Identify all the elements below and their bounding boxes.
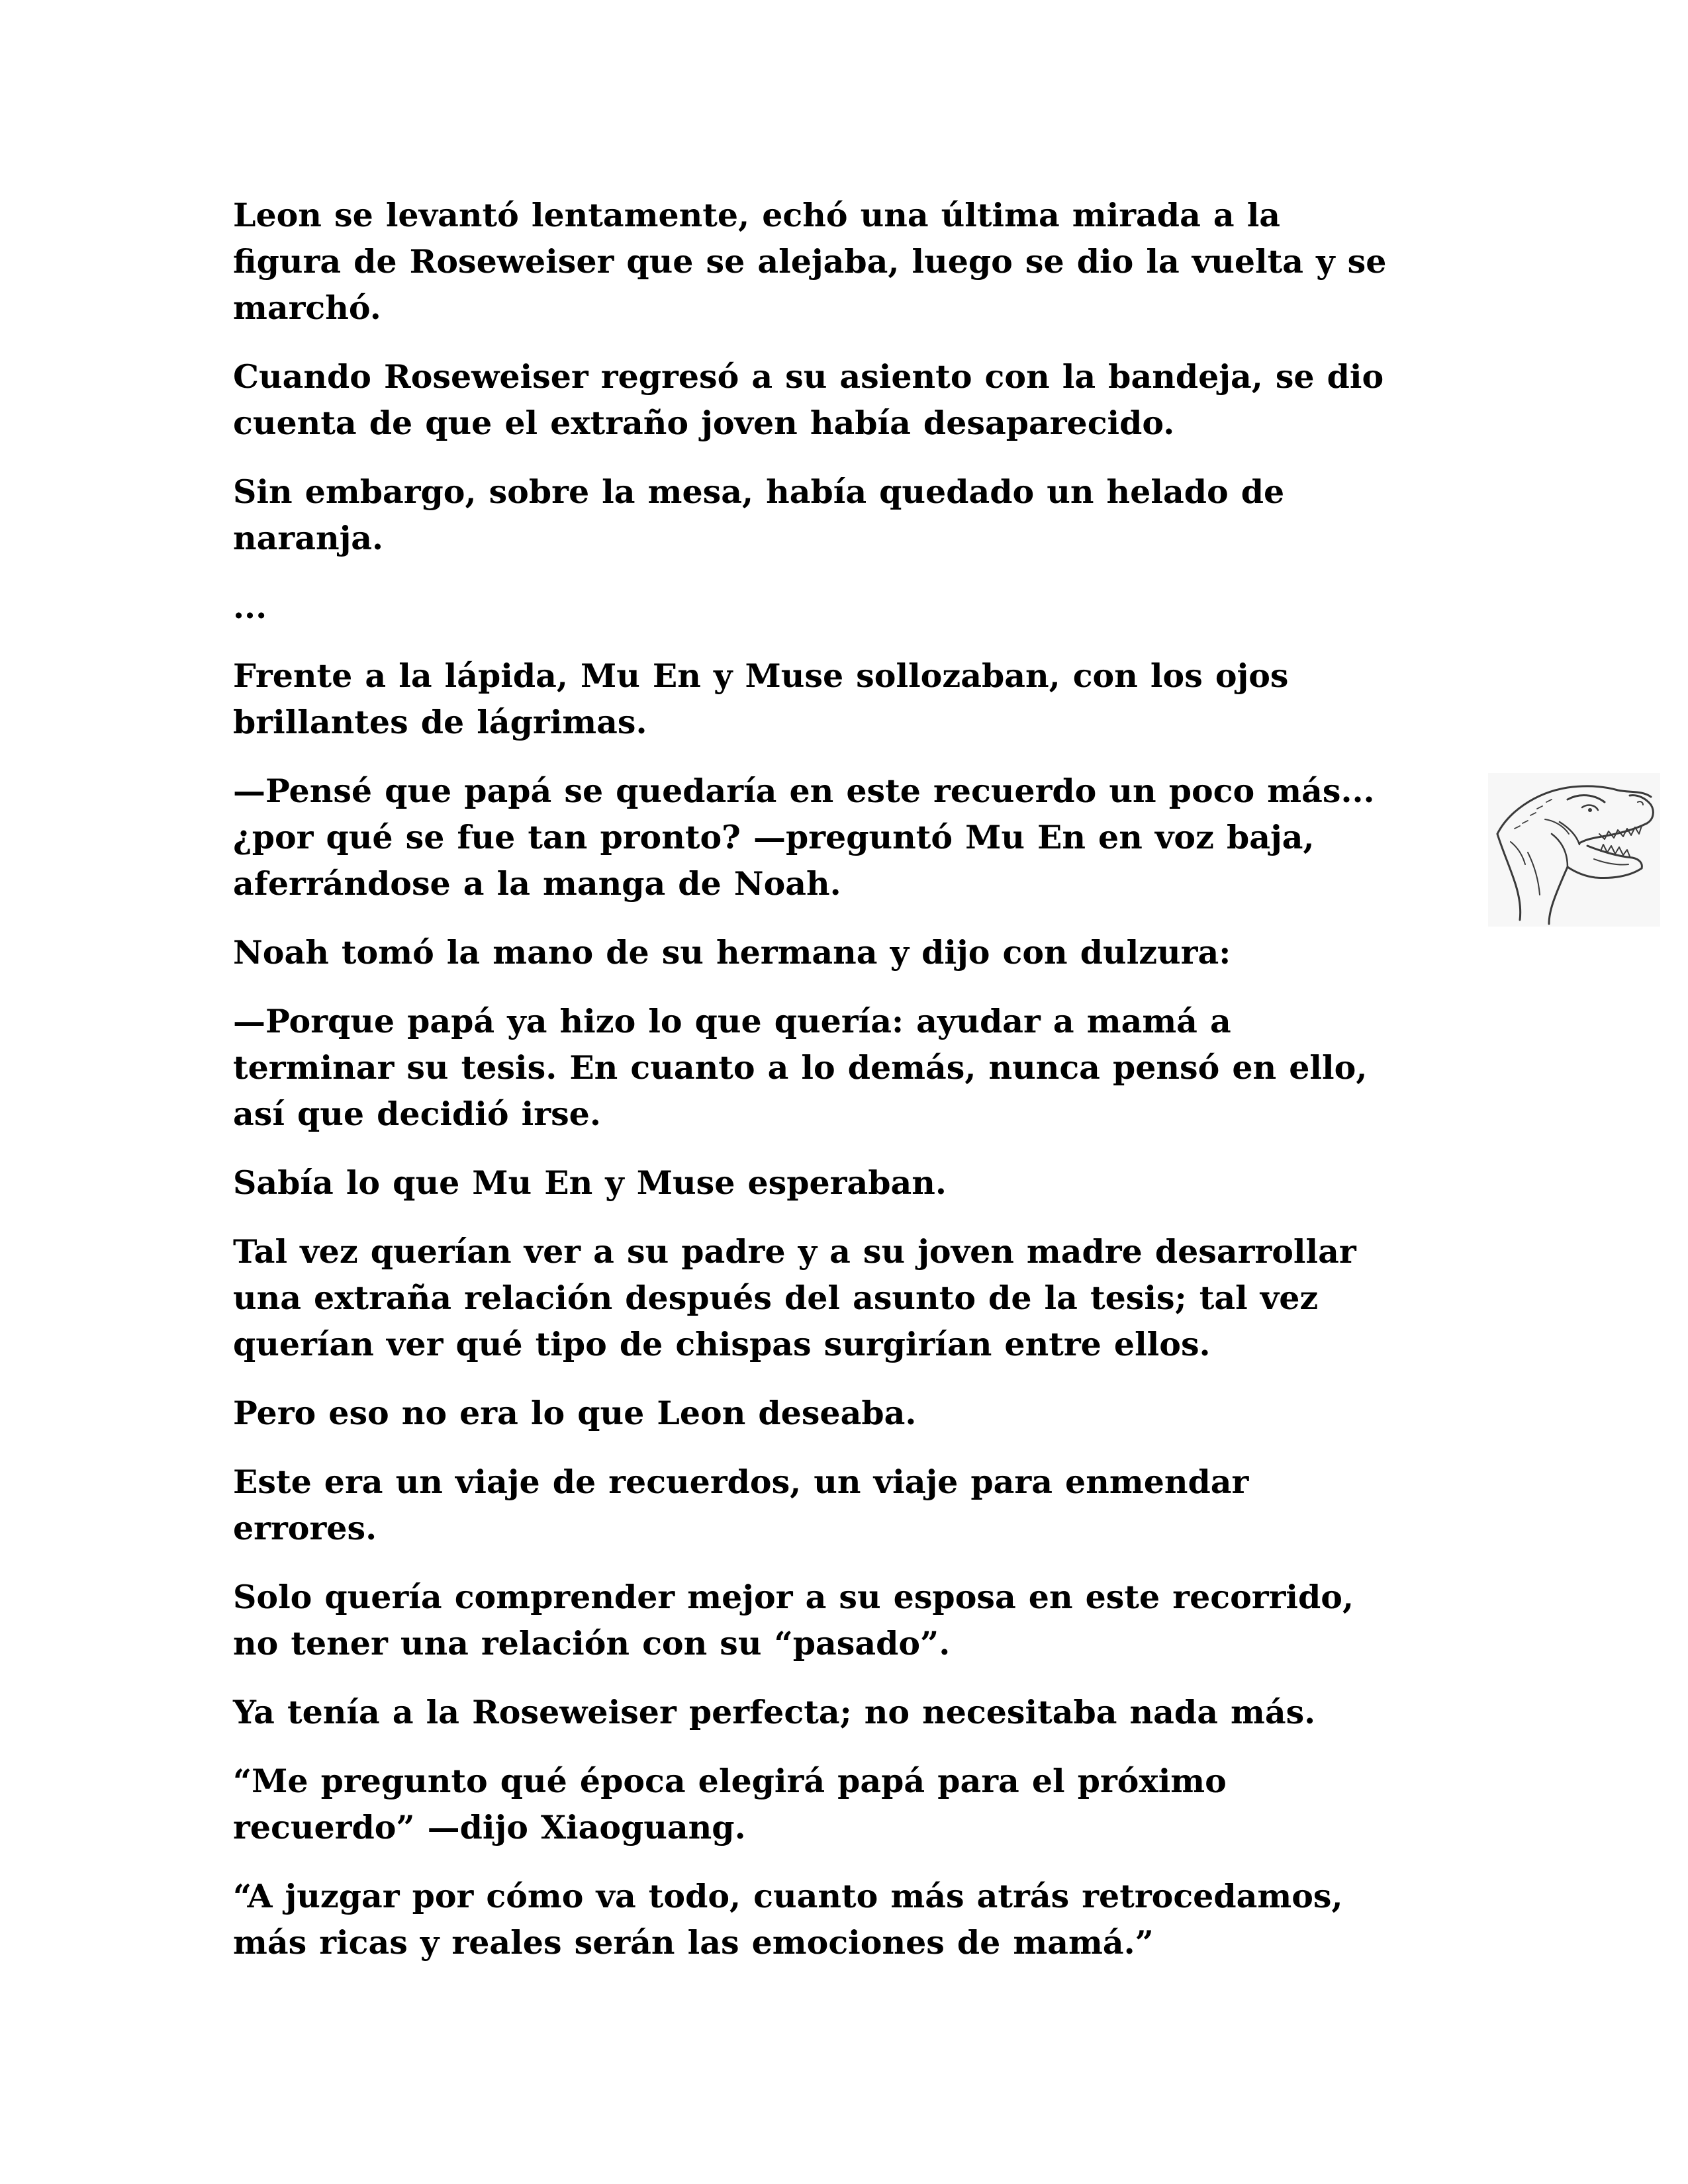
text-line: Noah tomó la mano de su hermana y dijo con dulzura: [233, 933, 1231, 972]
text-line: Este era un viaje de recuerdos, un viaje para enmendar [233, 1463, 1249, 1501]
paragraph [233, 653, 1451, 745]
text-line: —Porque papá ya hizo lo que quería: ayudar a mamá a [233, 1002, 1231, 1040]
text-line: Leon se levantó lentamente, echó una última mirada a la [233, 196, 1281, 234]
paragraph [233, 1873, 1451, 1966]
text-line: figura de Roseweiser que se alejaba, luego se dio la vuelta y se [233, 242, 1387, 281]
text-line: —Pensé que papá se quedaría en este recuerdo un poco más... [233, 772, 1375, 810]
paragraph [233, 584, 1451, 630]
text-line: Cuando Roseweiser regresó a su asiento con la bandeja, se dio [233, 357, 1384, 396]
text-line: Frente a la lápida, Mu En y Muse sollozaban, con los ojos [233, 657, 1289, 695]
text-line: Solo quería comprender mejor a su esposa en este recorrido, [233, 1578, 1354, 1616]
paragraph [233, 768, 1451, 907]
text-line: “A juzgar por cómo va todo, cuanto más atrás retrocedamos, [233, 1877, 1343, 1915]
text-line: ... [233, 588, 267, 626]
dinosaur-head-sketch-icon [1488, 773, 1660, 927]
body-text [233, 192, 1451, 1988]
text-line: terminar su tesis. En cuanto a lo demás, nunca pensó en ello, [233, 1048, 1368, 1087]
text-line: recuerdo” —dijo Xiaoguang. [233, 1808, 746, 1846]
paragraph [233, 1390, 1451, 1436]
paragraph [233, 192, 1451, 331]
text-line: aferrándose a la manga de Noah. [233, 864, 841, 903]
paragraph [233, 1160, 1451, 1206]
paragraph [233, 998, 1451, 1137]
paragraph [233, 1689, 1451, 1735]
text-line: marchó. [233, 289, 381, 327]
text-line: “Me pregunto qué época elegirá papá para el próximo [233, 1762, 1227, 1800]
text-line: Tal vez querían ver a su padre y a su joven madre desarrollar [233, 1232, 1356, 1271]
paragraph [233, 1459, 1451, 1551]
paragraph [233, 1574, 1451, 1666]
text-line: una extraña relación después del asunto de la tesis; tal vez [233, 1279, 1319, 1317]
text-line: ¿por qué se fue tan pronto? —preguntó Mu En en voz baja, [233, 818, 1315, 856]
text-line: Sin embargo, sobre la mesa, había quedado un helado de [233, 473, 1285, 511]
text-line: no tener una relación con su “pasado”. [233, 1624, 951, 1662]
paragraph [233, 1758, 1451, 1850]
text-line: querían ver qué tipo de chispas surgirían entre ellos. [233, 1325, 1211, 1363]
text-line: brillantes de lágrimas. [233, 703, 647, 741]
text-line: naranja. [233, 519, 384, 557]
text-line: más ricas y reales serán las emociones de mamá.” [233, 1923, 1154, 1962]
text-line: Ya tenía a la Roseweiser perfecta; no necesitaba nada más. [233, 1693, 1316, 1731]
text-line: errores. [233, 1509, 377, 1547]
paragraph [233, 353, 1451, 446]
paragraph [233, 929, 1451, 976]
text-line: así que decidió irse. [233, 1095, 601, 1133]
paragraph [233, 469, 1451, 561]
text-line: Pero eso no era lo que Leon deseaba. [233, 1394, 917, 1432]
text-line: cuenta de que el extraño joven había desaparecido. [233, 404, 1175, 442]
paragraph [233, 1228, 1451, 1367]
text-line: Sabía lo que Mu En y Muse esperaban. [233, 1163, 947, 1202]
